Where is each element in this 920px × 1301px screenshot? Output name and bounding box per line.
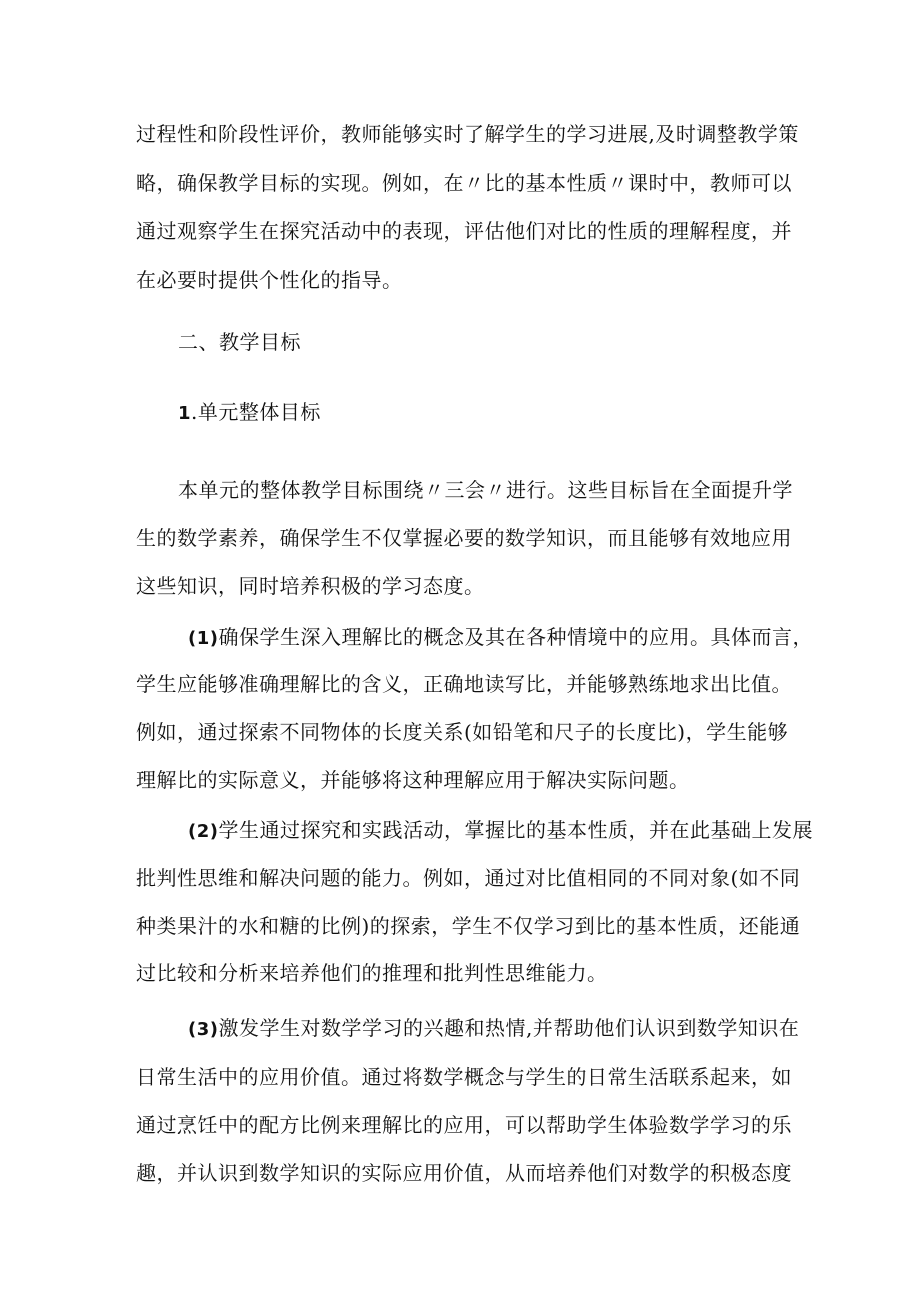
goal-3-first-text: 激发学生对数学学习的兴趣和热情,并帮助他们认识到数学知识在 (218, 1016, 800, 1040)
overview-line-3: 这些知识，同时培养积极的学习态度。 (136, 574, 485, 598)
section-heading: 二、教学目标 (178, 330, 301, 354)
goal-3-marker: (3) (188, 1019, 219, 1040)
overview-line-1: 本单元的整体教学目标围绕〃三会〃进行。这些目标旨在全面提升学 (178, 478, 793, 502)
subsection-heading (178, 400, 321, 426)
goal-3-line-4: 趣，并认识到数学知识的实际应用价值，从而培养他们对数学的积极态度 (136, 1161, 792, 1185)
goal-2-line-2: 批判性思维和解决问题的能力。例如，通过对比值相同的不同对象(如不同 (136, 866, 801, 890)
intro-line-2: 略，确保教学目标的实现。例如，在〃比的基本性质〃课时中，教师可以 (136, 171, 792, 195)
goal-3-line-2: 日常生活中的应用价值。通过将数学概念与学生的日常生活联系起来，如 (136, 1065, 792, 1089)
goal-2-marker: (2) (188, 821, 219, 842)
intro-line-3: 通过观察学生在探究活动中的表现，评估他们对比的性质的理解程度，并 (136, 219, 792, 243)
goal-2-line-4: 过比较和分析来培养他们的推理和批判性思维能力。 (136, 961, 608, 985)
goal-3-line-3: 通过烹饪中的配方比例来理解比的应用，可以帮助学生体验数学学习的乐 (136, 1113, 792, 1137)
goal-2-first-line (188, 818, 813, 844)
goal-3-first-line (188, 1016, 799, 1042)
subsection-number: 1 (178, 403, 192, 424)
intro-line-4: 在必要时提供个性化的指导。 (136, 268, 403, 292)
goal-1-line-2: 学生应能够准确理解比的含义，正确地读写比，并能够熟练地求出比值。 (136, 672, 792, 696)
goal-2-first-text: 学生通过探究和实践活动，掌握比的基本性质，并在此基础上发展 (218, 818, 813, 842)
overview-line-2: 生的数学素养，确保学生不仅掌握必要的数学知识，而且能够有效地应用 (136, 526, 792, 550)
goal-1-marker: (1) (188, 628, 219, 649)
goal-1-line-3: 例如，通过探索不同物体的长度关系(如铅笔和尺子的长度比)，学生能够 (136, 720, 789, 744)
goal-2-line-3: 种类果汁的水和糖的比例)的探索，学生不仅学习到比的基本性质，还能通 (136, 914, 801, 938)
goal-1-first-text: 确保学生深入理解比的概念及其在各种情境中的应用。具体而言， (218, 625, 813, 649)
subsection-title: .单元整体目标 (191, 400, 321, 424)
intro-line-1: 过程性和阶段性评价，教师能够实时了解学生的学习进展,及时调整教学策 (136, 122, 799, 146)
goal-1-first-line (188, 625, 813, 651)
goal-1-line-4: 理解比的实际意义，并能够将这种理解应用于解决实际问题。 (136, 768, 690, 792)
